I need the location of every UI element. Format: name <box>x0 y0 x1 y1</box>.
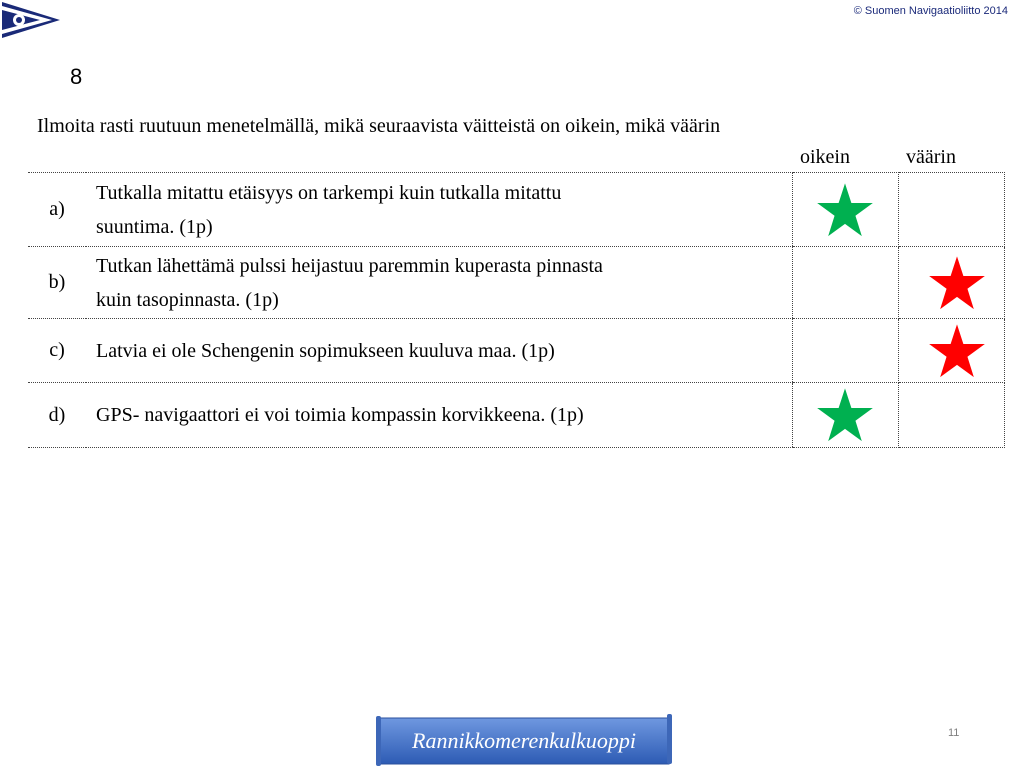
checkbox-correct-a[interactable] <box>792 173 898 247</box>
checkbox-correct-b[interactable] <box>792 247 898 319</box>
question-instruction: Ilmoita rasti ruutuun menetelmällä, mikä seuraavista väitteistä on oikein, mikä väärin <box>37 115 721 137</box>
checkbox-correct-d[interactable] <box>792 383 898 448</box>
row-label: c) <box>28 319 86 383</box>
red-star-icon <box>928 255 986 311</box>
red-star-icon <box>928 323 986 379</box>
row-label: a) <box>28 173 86 247</box>
checkbox-wrong-d[interactable] <box>898 383 1004 448</box>
statement-text: GPS- navigaattori ei voi toimia kompassin korvikkeena. (1p) <box>86 383 792 448</box>
question-number: 8 <box>70 64 83 89</box>
column-header-wrong: väärin <box>906 146 956 168</box>
checkbox-correct-c[interactable] <box>792 319 898 383</box>
table-row <box>28 319 1004 383</box>
course-title-label: Rannikkomerenkulkuoppi <box>412 728 636 753</box>
green-star-icon <box>816 387 874 443</box>
green-star-icon <box>816 182 874 238</box>
table-row <box>28 173 1004 247</box>
statement-text: Tutkalla mitattu etäisyys on tarkempi kuin tutkalla mitattu suuntima. (1p) <box>86 173 792 247</box>
checkbox-wrong-c[interactable] <box>898 319 1004 383</box>
page-number: 11 <box>948 727 960 739</box>
table-row <box>28 383 1004 448</box>
column-header-correct: oikein <box>800 146 850 168</box>
row-label: d) <box>28 383 86 448</box>
course-title-button[interactable] <box>376 714 672 764</box>
statement-text: Tutkan lähettämä pulssi heijastuu paremmin kuperasta pinnasta kuin tasopinnasta. (1p) <box>86 247 792 319</box>
checkbox-wrong-a[interactable] <box>898 173 1004 247</box>
checkbox-wrong-b[interactable] <box>898 247 1004 319</box>
statement-text: Latvia ei ole Schengenin sopimukseen kuuluva maa. (1p) <box>86 319 792 383</box>
flag-logo-icon <box>2 2 60 38</box>
row-label: b) <box>28 247 86 319</box>
answer-table <box>28 172 1005 448</box>
table-row <box>28 247 1004 319</box>
copyright-text: © Suomen Navigaatioliitto 2014 <box>853 5 1008 17</box>
